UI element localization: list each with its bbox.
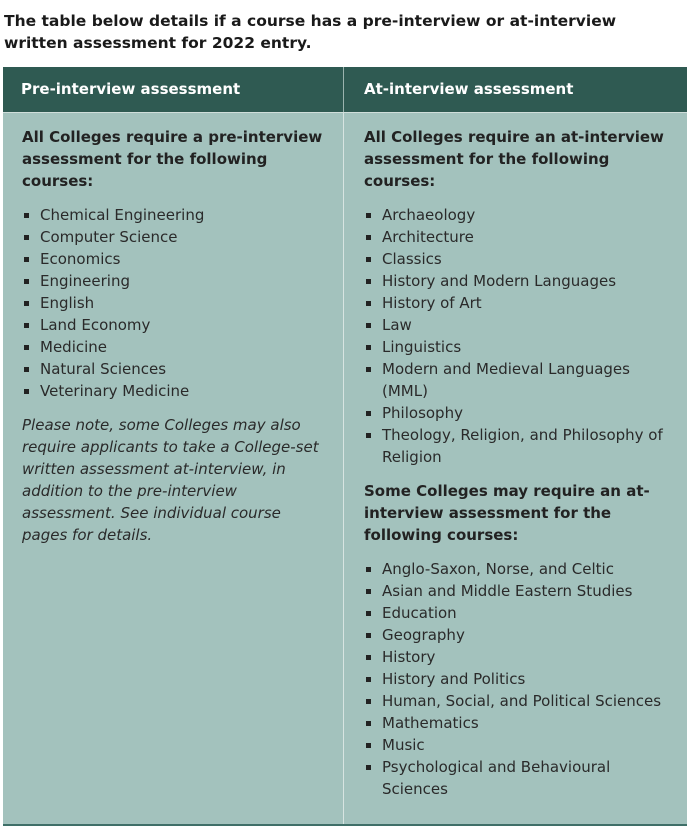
list-item: Computer Science bbox=[22, 226, 329, 248]
list-item: Modern and Medieval Languages (MML) bbox=[364, 358, 673, 402]
list-item: Psychological and Behavioural Sciences bbox=[364, 756, 673, 800]
list-item: Music bbox=[364, 734, 673, 756]
list-item: Linguistics bbox=[364, 336, 673, 358]
list-item: English bbox=[22, 292, 329, 314]
table-body bbox=[3, 112, 687, 824]
list-item: Human, Social, and Political Sciences bbox=[364, 690, 673, 712]
table-header bbox=[3, 67, 687, 112]
list-item: Philosophy bbox=[364, 402, 673, 424]
list-item: Asian and Middle Eastern Studies bbox=[364, 580, 673, 602]
list-item: History bbox=[364, 646, 673, 668]
list-item: Geography bbox=[364, 624, 673, 646]
list-item: Law bbox=[364, 314, 673, 336]
list-item: Mathematics bbox=[364, 712, 673, 734]
pre-interview-lead: All Colleges require a pre-interview assessment for the following courses: bbox=[22, 128, 323, 190]
pre-interview-note: Please note, some Colleges may also require applicants to take a College-set written assessment at-interview, in addition to the pre-interview assessment. See individual course pages for details. bbox=[22, 416, 319, 544]
list-item: History of Art bbox=[364, 292, 673, 314]
intro-text: The table below details if a course has a pre-interview or at-interview written assessment for 2022 entry. bbox=[4, 12, 617, 52]
header-pre-interview: Pre-interview assessment bbox=[3, 67, 344, 112]
list-item: Classics bbox=[364, 248, 673, 270]
pre-interview-course-list bbox=[22, 204, 329, 402]
list-item: Veterinary Medicine bbox=[22, 380, 329, 402]
at-interview-lead: All Colleges require an at-interview assessment for the following courses: bbox=[364, 128, 664, 190]
list-item: Medicine bbox=[22, 336, 329, 358]
list-item: Chemical Engineering bbox=[22, 204, 329, 226]
list-item: Land Economy bbox=[22, 314, 329, 336]
some-colleges-lead: Some Colleges may require an at-interview assessment for the following courses: bbox=[364, 482, 650, 544]
list-item: Archaeology bbox=[364, 204, 673, 226]
header-at-interview: At-interview assessment bbox=[364, 80, 574, 98]
pre-interview-cell bbox=[3, 113, 344, 824]
list-item: Anglo-Saxon, Norse, and Celtic bbox=[364, 558, 673, 580]
some-colleges-course-list bbox=[364, 558, 673, 800]
list-item: Education bbox=[364, 602, 673, 624]
assessment-table bbox=[3, 67, 687, 826]
list-item: Engineering bbox=[22, 270, 329, 292]
list-item: Natural Sciences bbox=[22, 358, 329, 380]
list-item: Theology, Religion, and Philosophy of Religion bbox=[364, 424, 673, 468]
at-interview-cell bbox=[344, 113, 687, 824]
list-item: Economics bbox=[22, 248, 329, 270]
list-item: Architecture bbox=[364, 226, 673, 248]
at-interview-course-list bbox=[364, 204, 673, 468]
list-item: History and Politics bbox=[364, 668, 673, 690]
list-item: History and Modern Languages bbox=[364, 270, 673, 292]
